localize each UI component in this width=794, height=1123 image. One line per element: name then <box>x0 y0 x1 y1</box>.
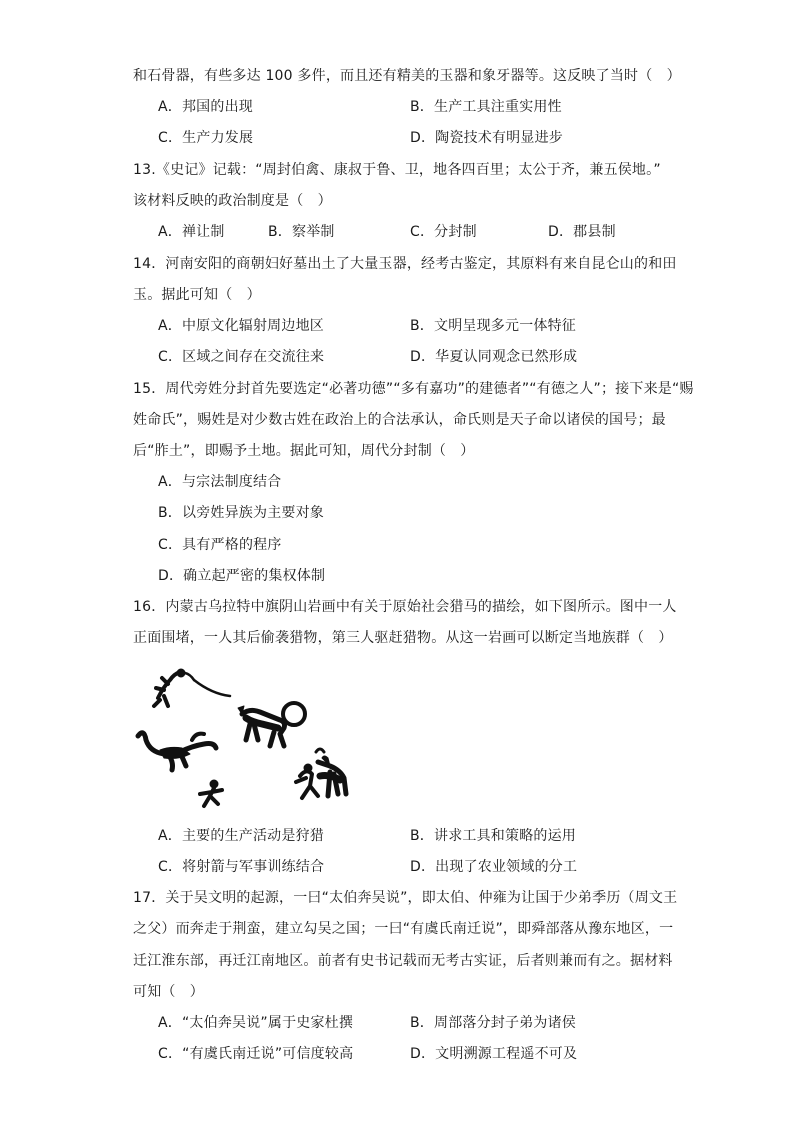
q13-stem-line-1: 13.《史记》记载：“周封伯禽、康叔于鲁、卫，地各四百里；太公于齐，兼五侯地。” <box>133 162 661 178</box>
rock-painting-image <box>134 662 358 812</box>
q14-option-d[interactable]: D．华夏认同观念已然形成 <box>410 349 578 365</box>
q17-stem-line-4: 可知（ ） <box>133 984 204 1000</box>
q14-option-c[interactable]: C．区域之间存在交流往来 <box>158 349 325 365</box>
q15-option-c[interactable]: C．具有严格的程序 <box>158 537 282 553</box>
q17-option-b[interactable]: B．周部落分封子弟为诸侯 <box>410 1015 577 1031</box>
q17-stem-line-2: 之父）而奔走于荆蛮，建立勾吴之国；一曰“有虞氏南迁说”，即舜部落从豫东地区，一 <box>133 921 674 937</box>
animal-figure-left <box>138 733 216 770</box>
q13-option-b[interactable]: B．察举制 <box>268 224 335 240</box>
q15-option-d[interactable]: D．确立起严密的集权体制 <box>158 568 326 584</box>
q13-stem-line-2: 该材料反映的政治制度是（ ） <box>133 193 332 209</box>
q12-option-d[interactable]: D．陶瓷技术有明显进步 <box>410 130 563 146</box>
q14-stem-line-2: 玉。据此可知（ ） <box>133 287 261 303</box>
q17-option-d[interactable]: D．文明溯源工程遥不可及 <box>410 1046 578 1062</box>
q15-stem-line-3: 后“胙土”，即赐予土地。据此可知，周代分封制（ ） <box>133 443 475 459</box>
q17-option-c[interactable]: C．“有虞氏南迁说”可信度较高 <box>158 1046 354 1062</box>
q16-option-a[interactable]: A．主要的生产活动是狩猎 <box>158 828 324 844</box>
q17-stem-line-1: 17．关于吴文明的起源，一曰“太伯奔吴说”，即太伯、仲雍为让国于少弟季历（周文王 <box>133 890 678 906</box>
q13-option-d[interactable]: D．郡县制 <box>548 224 616 240</box>
horse-and-hunter-figure-right <box>296 749 346 798</box>
q12-option-a[interactable]: A．邦国的出现 <box>158 99 253 115</box>
hunter-figure-top-left <box>154 669 230 706</box>
q12-stem-line: 和石骨器，有些多达 100 多件，而且还有精美的玉器和象牙器等。这反映了当时（ ） <box>133 68 681 84</box>
q16-option-c[interactable]: C．将射箭与军事训练结合 <box>158 859 325 875</box>
q16-option-d[interactable]: D．出现了农业领域的分工 <box>410 859 578 875</box>
horse-figure-center <box>238 703 305 746</box>
q17-stem-line-3: 迁江淮东部，再迁江南地区。前者有史书记载而无考古实证，后者则兼而有之。据材料 <box>133 953 673 969</box>
q17-option-a[interactable]: A．“太伯奔吴说”属于史家杜撰 <box>158 1015 354 1031</box>
q16-stem-line-1: 16．内蒙古乌拉特中旗阴山岩画中有关于原始社会猎马的描绘，如下图所示。图中一人 <box>133 599 677 615</box>
q15-stem-line-2: 姓命氏”，赐姓是对少数古姓在政治上的合法承认，命氏则是天子命以诸侯的国号；最 <box>133 412 666 428</box>
q16-option-b[interactable]: B．讲求工具和策略的运用 <box>410 828 577 844</box>
q13-option-a[interactable]: A．禅让制 <box>158 224 225 240</box>
q12-option-c[interactable]: C．生产力发展 <box>158 130 254 146</box>
q14-option-b[interactable]: B．文明呈现多元一体特征 <box>410 318 577 334</box>
q15-option-a[interactable]: A．与宗法制度结合 <box>158 474 282 490</box>
q13-option-c[interactable]: C．分封制 <box>410 224 477 240</box>
q15-stem-line-1: 15．周代旁姓分封首先要选定“必著功德”“多有嘉功”的建德者”“有德之人”；接下来是“赐 <box>133 381 694 397</box>
hunter-figure-bottom <box>200 780 222 806</box>
q14-stem-line-1: 14．河南安阳的商朝妇好墓出土了大量玉器，经考古鉴定，其原料有来自昆仑山的和田 <box>133 256 677 272</box>
q14-option-a[interactable]: A．中原文化辐射周边地区 <box>158 318 324 334</box>
q12-option-b[interactable]: B．生产工具注重实用性 <box>410 99 562 115</box>
q16-stem-line-2: 正面围堵，一人其后偷袭猎物，第三人驱赶猎物。从这一岩画可以断定当地族群（ ） <box>133 630 673 646</box>
q15-option-b[interactable]: B．以旁姓异族为主要对象 <box>158 505 325 521</box>
